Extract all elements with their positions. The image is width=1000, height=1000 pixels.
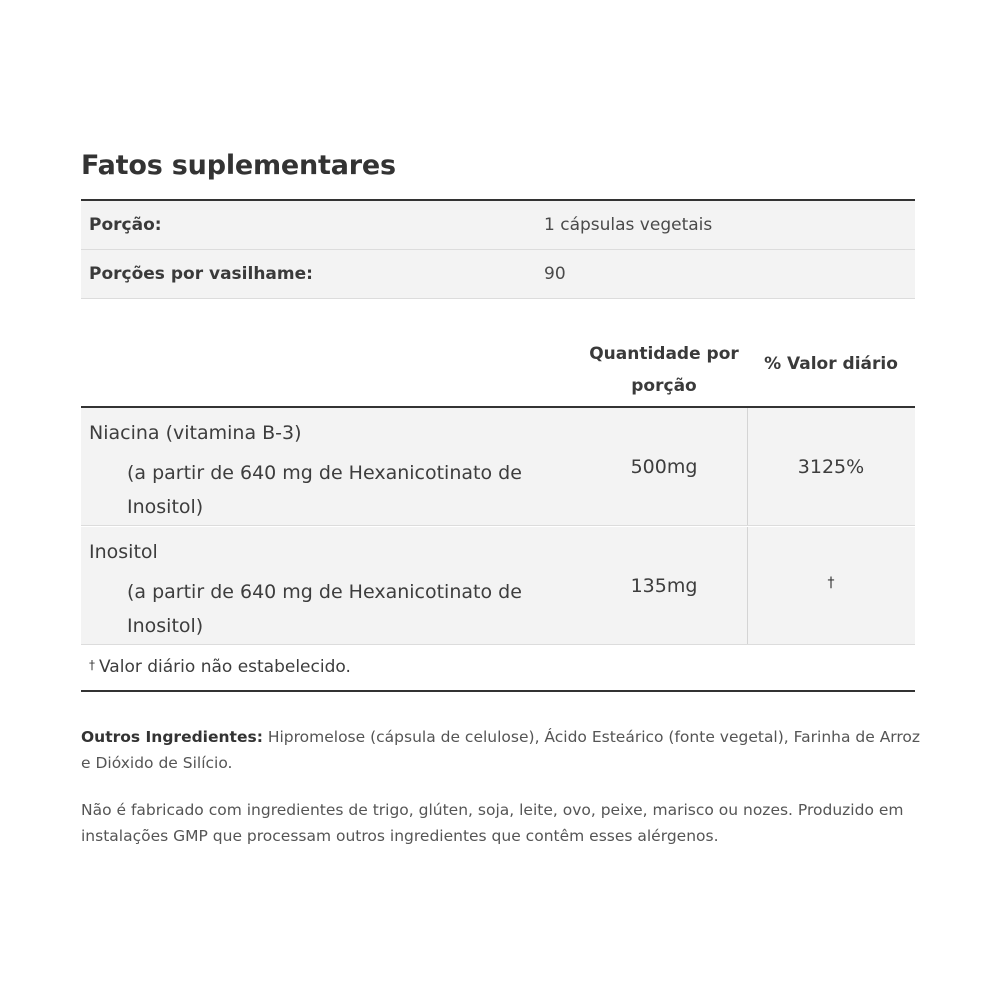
servings-per-container-value: 90 bbox=[544, 264, 566, 284]
daily-value-header: % Valor diário bbox=[764, 354, 898, 374]
serving-info-table bbox=[81, 199, 915, 299]
footnote-text: Valor diário não estabelecido. bbox=[99, 657, 351, 677]
amount-per-serving-header bbox=[584, 338, 744, 402]
daily-value-footnote bbox=[81, 645, 915, 692]
nutrient-name: Inositol bbox=[89, 541, 158, 563]
nutrient-daily-value: † bbox=[827, 575, 835, 591]
nutrient-row-niacin bbox=[81, 408, 915, 526]
nutrient-amount: 135mg bbox=[630, 575, 698, 597]
serving-size-label: Porção: bbox=[89, 215, 162, 235]
amount-header-line2: porção bbox=[631, 376, 697, 396]
nutrient-name: Niacina (vitamina B-3) bbox=[89, 422, 302, 444]
servings-per-container-label: Porções por vasilhame: bbox=[89, 264, 313, 284]
nutrient-daily-value: 3125% bbox=[797, 456, 865, 478]
nutrient-source-line2: Inositol) bbox=[127, 615, 204, 637]
allergen-note: Não é fabricado com ingredientes de trigo, glúten, soja, leite, ovo, peixe, marisco ou nozes. Produzido em instalações GMP que processam outros ingredientes que contêm esses alérgenos. bbox=[81, 801, 904, 845]
other-ingredients-label: Outros Ingredientes: bbox=[81, 728, 263, 746]
amount-header-line1: Quantidade por bbox=[589, 344, 739, 364]
page-title: Fatos suplementares bbox=[81, 150, 396, 181]
nutrient-source-line1: (a partir de 640 mg de Hexanicotinato de bbox=[127, 581, 522, 603]
nutrient-source-line1: (a partir de 640 mg de Hexanicotinato de bbox=[127, 462, 522, 484]
dagger-mark: † bbox=[89, 658, 95, 672]
nutrient-table-header bbox=[81, 330, 915, 408]
nutrient-row-inositol bbox=[81, 527, 915, 645]
serving-size-value: 1 cápsulas vegetais bbox=[544, 215, 713, 235]
other-ingredients-text: Hipromelose (cápsula de celulose), Ácido Esteárico (fonte vegetal), Farinha de Arroz e Dióxido de Silício. bbox=[81, 728, 921, 772]
nutrient-amount: 500mg bbox=[630, 456, 698, 478]
other-ingredients bbox=[81, 724, 921, 776]
nutrient-source bbox=[127, 456, 567, 524]
servings-per-container-row bbox=[81, 250, 915, 299]
serving-size-row bbox=[81, 201, 915, 250]
nutrient-source bbox=[127, 575, 567, 643]
nutrient-source-line2: Inositol) bbox=[127, 496, 204, 518]
